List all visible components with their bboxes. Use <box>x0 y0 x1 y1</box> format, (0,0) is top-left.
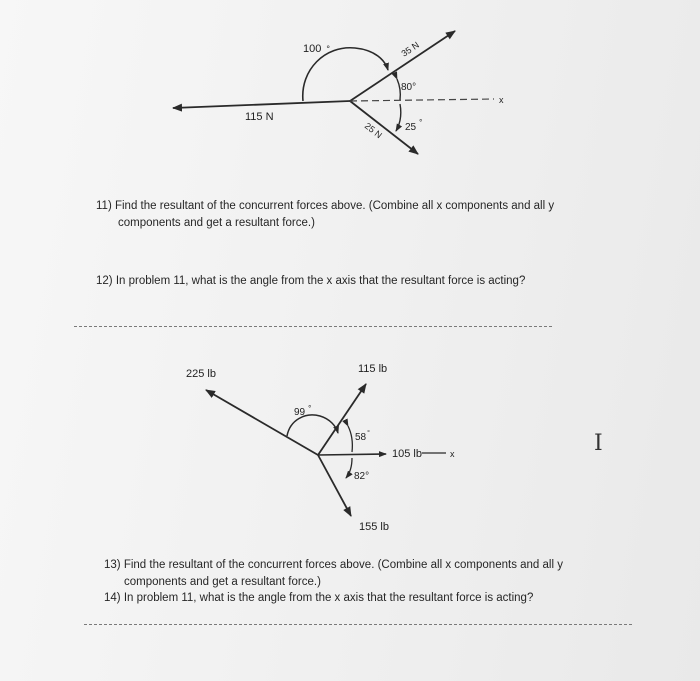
force-225lb-arrow <box>206 390 318 455</box>
angle-arc-82 <box>346 458 352 478</box>
force-label-35n: 35 N <box>399 39 421 59</box>
question-11-line-1: 11) Find the resultant of the concurrent forces above. (Combine all x components and all y <box>96 200 555 212</box>
question-12: 12) In problem 11, what is the angle from the x axis that the resultant force is acting? <box>96 275 526 287</box>
angle-arc-99 <box>287 415 338 436</box>
axis-label-x-2: x <box>450 449 455 459</box>
force-label-115lb: 115 lb <box>358 363 388 375</box>
force-105lb-arrow <box>318 454 386 455</box>
force-label-225lb: 225 lb <box>186 368 216 380</box>
force-label-105lb: 105 lb <box>392 448 422 460</box>
answer-line-2 <box>84 624 632 625</box>
angle-label-99: 99 ° <box>294 404 312 418</box>
angle-label-58: 58° <box>355 430 370 443</box>
question-14: 14) In problem 11, what is the angle from the x axis that the resultant force is acting? <box>104 592 534 604</box>
text-cursor-icon: I <box>594 431 603 456</box>
force-label-155lb: 155 lb <box>359 521 389 533</box>
angle-label-100: 100 ° <box>303 43 330 55</box>
angle-arc-58 <box>348 426 352 452</box>
axis-label-x-1: x <box>499 95 504 105</box>
question-13 <box>104 557 563 591</box>
force-115lb-arrow <box>318 384 366 455</box>
force-label-115n: 115 N <box>245 111 274 123</box>
angle-label-25: 25 ° <box>405 118 423 133</box>
question-13-line-2: components and get a resultant force.) <box>124 576 321 588</box>
force-label-25n: 25 N <box>362 120 384 141</box>
question-11-line-2: components and get a resultant force.) <box>118 217 315 229</box>
angle-label-80: 80° <box>401 82 417 93</box>
force-155lb-arrow <box>318 455 351 516</box>
angle-label-82: 82° <box>354 471 370 482</box>
question-13-line-1: 13) Find the resultant of the concurrent forces above. (Combine all x components and all y <box>104 559 563 571</box>
